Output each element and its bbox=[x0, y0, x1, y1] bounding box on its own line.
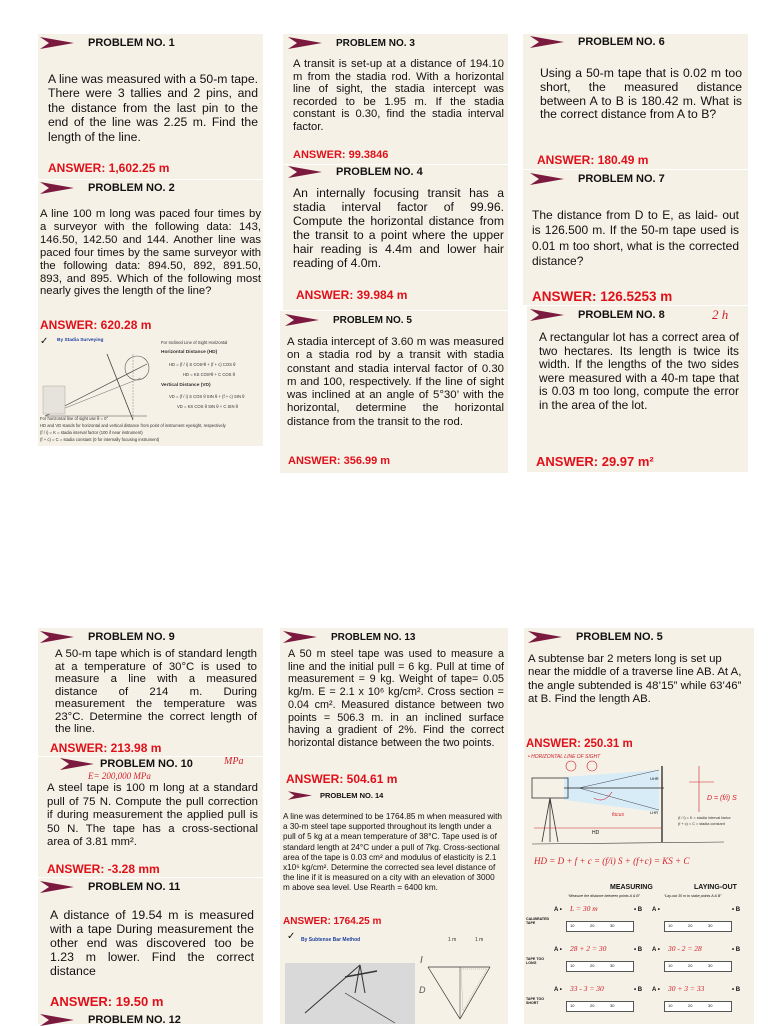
problem-4-text: An internally focusing transit has a stadia interval factor of 99.96. Compute the horizontal distance from the transit to a point where the upper hair reading is 4.4m and lower hair reading of 4.0m. bbox=[293, 186, 504, 270]
red-arrow-icon bbox=[40, 37, 74, 49]
problem-11-answer: ANSWER: 19.50 m bbox=[50, 994, 164, 1009]
problem-11-title: PROBLEM NO. 11 bbox=[88, 881, 181, 893]
hd-formula-handwritten: HD = D + f + c = (f/i) S + (f+c) = KS + C bbox=[534, 856, 690, 866]
problem-5-title: PROBLEM NO. 5 bbox=[333, 314, 412, 326]
hd-label: HD bbox=[592, 830, 600, 836]
problem-6-header bbox=[530, 36, 745, 48]
problem-1-header bbox=[40, 37, 260, 49]
red-arrow-icon bbox=[283, 631, 317, 643]
stadia-method-label: By Stadia Surveying bbox=[57, 338, 104, 343]
tape-row bbox=[524, 903, 754, 941]
red-arrow-icon bbox=[40, 881, 74, 893]
tape-tick-label: 30 bbox=[708, 963, 713, 968]
problem-2-answer: ANSWER: 620.28 m bbox=[40, 318, 152, 332]
point-b-label: • B bbox=[732, 947, 741, 953]
problem-9-header bbox=[40, 631, 260, 643]
problem-7-text: The distance from D to E, as laid- out is 126.500 m. If the 50-m tape used is 0.01 m too short, what is the corrected distance? bbox=[532, 208, 739, 269]
problem-6-answer: ANSWER: 180.49 m bbox=[537, 153, 649, 167]
hd-title: Horizontal Distance (HD) bbox=[161, 350, 218, 355]
red-arrow-icon bbox=[288, 37, 322, 49]
bar-half-2: 1 m bbox=[475, 937, 484, 943]
tape-tick-label: 10 bbox=[570, 963, 575, 968]
problem-13-answer: ANSWER: 504.61 m bbox=[286, 772, 398, 786]
problem-15-title: PROBLEM NO. 5 bbox=[576, 631, 663, 643]
footnote-2: HD and VD stands for horizontal and vertical distance from point of instrument eyesight, respectively bbox=[40, 423, 226, 428]
c-definition: (f + c) = C = stadia constant bbox=[678, 822, 725, 826]
problem-13-header bbox=[283, 631, 498, 643]
point-a-label: A • bbox=[652, 987, 660, 993]
problem-3-title: PROBLEM NO. 3 bbox=[336, 37, 415, 49]
tape-tick-label: 30 bbox=[708, 1003, 713, 1008]
tape-tick-label: 10 bbox=[570, 1003, 575, 1008]
tape-bar bbox=[664, 921, 732, 932]
k-definition: (f / i) = K = stadia interval factor bbox=[678, 816, 731, 820]
point-b-label: • B bbox=[732, 907, 741, 913]
red-arrow-icon bbox=[530, 309, 564, 321]
problem-2-text: A line 100 m long was paced four times by a surveyor with the following data: 143, 146.50, 142.50 and 144. Another line was paced four times by the same surveyor with the following data: 894.50, 892, 891.50, 893, and 895. Which of the following most nearly gives the length of the line? bbox=[40, 208, 261, 298]
problem-4-title: PROBLEM NO. 4 bbox=[336, 166, 423, 178]
point-a-label: A • bbox=[554, 947, 562, 953]
point-a-label: A • bbox=[652, 907, 660, 913]
point-a-label: A • bbox=[652, 947, 660, 953]
layout-handwritten: 30 + 3 = 33 bbox=[668, 984, 705, 993]
point-b-label: • B bbox=[732, 987, 741, 993]
problem-9-answer: ANSWER: 213.98 m bbox=[50, 741, 162, 755]
problem-14-title: PROBLEM NO. 14 bbox=[320, 791, 384, 800]
problem-15-text: A subtense bar 2 meters long is set up near the middle of a traverse line AB. At A, the angle subtended is 48’15” while 63’46” at B. Find the length AB. bbox=[528, 653, 742, 706]
tape-tick-label: 20 bbox=[590, 963, 595, 968]
problem-9-text: A 50-m tape which is of standard length at a temperature of 30°C is used to measure a line with a measured distance of 214 m. During measurement the temperature was 23°C. Determine the correct length of the line. bbox=[55, 648, 257, 735]
laying-out-sub: “Lay-out 30 m to stake points A & B” bbox=[664, 894, 722, 898]
stadia-notes bbox=[37, 334, 263, 446]
problem-1-text: A line was measured with a 50-m tape. There were 3 tallies and 2 pins, and the distance from the last pin to the end of the line was 2.25 m. Find the length of the line. bbox=[48, 72, 258, 144]
tape-tick-label: 10 bbox=[570, 923, 575, 928]
tape-tick-label: 20 bbox=[590, 1003, 595, 1008]
problem-6-title: PROBLEM NO. 6 bbox=[578, 36, 665, 48]
problem-2-header bbox=[40, 182, 260, 194]
footnote-3: (f / i) = K = stadia interval factor (100 if near instrument) bbox=[40, 430, 143, 435]
tape-tick-label: 10 bbox=[668, 1003, 673, 1008]
tape-bar bbox=[664, 1001, 732, 1012]
subtense-diagram bbox=[285, 953, 505, 1024]
uhr-label: UHR bbox=[650, 776, 659, 781]
measuring-handwritten: 28 + 2 = 30 bbox=[570, 944, 607, 953]
handwritten-modulus: E= 200,000 MPa bbox=[88, 771, 151, 781]
svg-text:D: D bbox=[419, 985, 426, 995]
tape-tick-label: 20 bbox=[590, 923, 595, 928]
problem-8-text: A rectangular lot has a correct area of two hectares. Its length is twice its width. If the lengths of the two sides were measured with a 40-m tape that is 0.03 m too long, compute the error in the area of the lot. bbox=[539, 330, 739, 412]
problem-6-text: Using a 50-m tape that is 0.02 m too short, the measured distance between A to B is 180.42 m. What is the correct distance from A to B? bbox=[540, 66, 742, 122]
point-a-label: A • bbox=[554, 987, 562, 993]
footnote-1: For horizontal line of sight use θ = 0° bbox=[40, 416, 109, 421]
red-arrow-icon bbox=[530, 36, 564, 48]
red-arrow-icon bbox=[530, 173, 564, 185]
problem-7-header bbox=[530, 173, 745, 185]
measuring-handwritten: L = 30 m bbox=[570, 904, 598, 913]
tape-tick-label: 20 bbox=[688, 963, 693, 968]
problem-1-answer: ANSWER: 1,602.25 m bbox=[48, 161, 170, 175]
problem-11-header bbox=[40, 881, 260, 893]
problem-4-header bbox=[288, 166, 503, 178]
stadia-diagram bbox=[37, 334, 152, 424]
focus-label: focus bbox=[612, 812, 624, 818]
vd-formula-2: VD = KS COS θ SIN θ + C SIN θ bbox=[177, 404, 238, 409]
problem-15-header bbox=[528, 631, 748, 643]
los-label: • HORIZONTAL LINE OF SIGHT bbox=[528, 754, 601, 760]
problem-9-title: PROBLEM NO. 9 bbox=[88, 631, 175, 643]
svg-text:✓: ✓ bbox=[40, 336, 49, 347]
hd-formula-1: HD = (f / i) S COS²θ + (f + c) COS θ bbox=[169, 362, 236, 367]
tape-bar bbox=[566, 1001, 634, 1012]
handwritten-mpa: MPa bbox=[224, 756, 244, 767]
tape-tick-label: 30 bbox=[610, 923, 615, 928]
measuring-handwritten: 33 - 3 = 30 bbox=[570, 984, 604, 993]
problem-15-answer: ANSWER: 250.31 m bbox=[526, 738, 633, 750]
problem-10-answer: ANSWER: -3.28 mm bbox=[47, 862, 160, 876]
footnote-4: (f + c) = C = stadia constant (0 for internally focusing instrument) bbox=[40, 437, 160, 442]
problem-5-header bbox=[285, 314, 500, 326]
tape-bar bbox=[566, 921, 634, 932]
red-arrow-icon bbox=[60, 758, 94, 770]
hd-formula-2: HD = KS COS²θ + C COS θ bbox=[183, 372, 235, 377]
tape-tick-label: 20 bbox=[688, 923, 693, 928]
problem-3-header bbox=[288, 37, 503, 49]
tape-correction-table bbox=[524, 883, 754, 1024]
problem-13-title: PROBLEM NO. 13 bbox=[331, 631, 416, 643]
measuring-header: MEASURING bbox=[610, 884, 653, 891]
problem-14-header bbox=[288, 791, 488, 800]
point-b-label: • B bbox=[634, 947, 643, 953]
vd-title: Vertical Distance (VD) bbox=[161, 383, 211, 388]
inclined-label: For Inclined Line of Sight Horizontal bbox=[161, 340, 228, 345]
problem-2-title: PROBLEM NO. 2 bbox=[88, 182, 175, 194]
tape-bar bbox=[566, 961, 634, 972]
tape-row bbox=[524, 983, 754, 1021]
red-arrow-icon bbox=[40, 631, 74, 643]
subtense-illustration bbox=[285, 931, 505, 1024]
stadia-los-diagram bbox=[524, 752, 754, 882]
problem-5-text: A stadia intercept of 3.60 m was measured on a stadia rod by a transit with stadia constant and stadia interval factor of 0.30 m and 100, respectively. If the line of sight was inclined at an angle of 5°30’ with the horizontal, determine the horizontal distance from the transit to the rod. bbox=[287, 336, 504, 428]
svg-text:I: I bbox=[420, 955, 423, 966]
point-b-label: • B bbox=[634, 907, 643, 913]
tape-bar bbox=[664, 961, 732, 972]
problem-3-answer: ANSWER: 99.3846 bbox=[293, 149, 389, 161]
tape-tick-label: 10 bbox=[668, 963, 673, 968]
tape-tick-label: 30 bbox=[610, 963, 615, 968]
tape-tick-label: 20 bbox=[688, 1003, 693, 1008]
point-a-label: A • bbox=[554, 907, 562, 913]
problem-8-title: PROBLEM NO. 8 bbox=[578, 309, 665, 321]
problem-7-title: PROBLEM NO. 7 bbox=[578, 173, 665, 185]
tape-tick-label: 30 bbox=[708, 923, 713, 928]
problem-3-text: A transit is set-up at a distance of 194.10 m from the stadia rod. With a horizontal line of sight, the stadia intercept was recorded to be 1.95 m. If the stadia constant is 0.30, find the stadia interval factor. bbox=[293, 58, 504, 133]
red-arrow-icon bbox=[528, 631, 562, 643]
vd-formula-1: VD = (f / i) S COS θ SIN θ + (f + c) SIN θ bbox=[169, 394, 245, 399]
problem-1-title: PROBLEM NO. 1 bbox=[88, 37, 175, 49]
problem-10-text: A steel tape is 100 m long at a standard pull of 75 N. Compute the pull correction if during measurement the applied pull is 50 N. The tape has a cross-sectional area of 3.81 mm². bbox=[47, 782, 258, 848]
tape-tick-label: 30 bbox=[610, 1003, 615, 1008]
problem-11-text: A distance of 19.54 m is measured with a tape During measurement the other end was discovered too be 1.23 m lower. Find the correct distance bbox=[50, 908, 254, 978]
lhr-label: LHR bbox=[650, 810, 659, 815]
problem-5-answer: ANSWER: 356.99 m bbox=[288, 455, 391, 467]
problem-4-answer: ANSWER: 39.984 m bbox=[296, 288, 408, 302]
tape-tick-label: 10 bbox=[668, 923, 673, 928]
problem-10-header bbox=[60, 758, 250, 770]
tape-row-label: CALIBRATED TAPE bbox=[526, 917, 550, 926]
problem-10-title: PROBLEM NO. 10 bbox=[100, 758, 193, 770]
layout-handwritten: 30 - 2 = 28 bbox=[668, 944, 702, 953]
red-arrow-icon bbox=[40, 182, 74, 194]
tape-row bbox=[524, 943, 754, 981]
subtense-method-label: By Subtense Bar Method bbox=[301, 937, 361, 943]
problem-8-answer: ANSWER: 29.97 m² bbox=[536, 454, 654, 469]
red-arrow-icon bbox=[288, 166, 322, 178]
red-arrow-icon bbox=[285, 314, 319, 326]
handwritten-note: 2 h bbox=[712, 307, 729, 322]
check-icon: ✓ bbox=[287, 931, 296, 942]
measuring-sub: “Measure the distance between points A & B” bbox=[568, 894, 640, 898]
problem-14-text: A line was determined to be 1764.85 m when measured with a 30-m steel tape supported throughout its length under a pull of 5 kg at a mean temperature of 38°C. Tape used is of standard length at 24°C under a pull of 7kg. Cross-sectional area of the tape is 0.03 cm² and modulus of elasticity is 2.1 x10⁶ kg/cm². Determine the corrected sea level distance of the line if it is measured on a city with an elevation of 3000 m above sea level. Use Rearth = 6400 km. bbox=[283, 812, 502, 893]
point-b-label: • B bbox=[634, 987, 643, 993]
red-arrow-icon bbox=[40, 1014, 74, 1026]
tape-row-label: TAPE TOO LONG bbox=[526, 957, 545, 966]
tape-row-label: TAPE TOO SHORT bbox=[526, 997, 545, 1006]
problem-14-answer: ANSWER: 1764.25 m bbox=[283, 916, 382, 927]
bar-half-1: 1 m bbox=[448, 937, 457, 943]
problem-12-header bbox=[40, 1014, 260, 1026]
laying-out-header: LAYING-OUT bbox=[694, 884, 737, 891]
problem-13-text: A 50 m steel tape was used to measure a line and the initial pull = 6 kg. Pull at time of measurement = 9 kg. Weight of tape= 0.05 kg/m. E = 2.1 x 10⁶ kg/cm². Cross section = 0.04 cm². Measured distance between two points = 506.3 m. in an inclined surface having a gradient of 2%. Find the correct horizontal distance between the two points. bbox=[288, 648, 504, 749]
problem-12-title: PROBLEM NO. 12 bbox=[88, 1014, 181, 1026]
red-arrow-icon bbox=[288, 791, 312, 800]
svg-text:D = (f/i) S: D = (f/i) S bbox=[707, 795, 737, 802]
problem-7-answer: ANSWER: 126.5253 m bbox=[532, 289, 673, 304]
